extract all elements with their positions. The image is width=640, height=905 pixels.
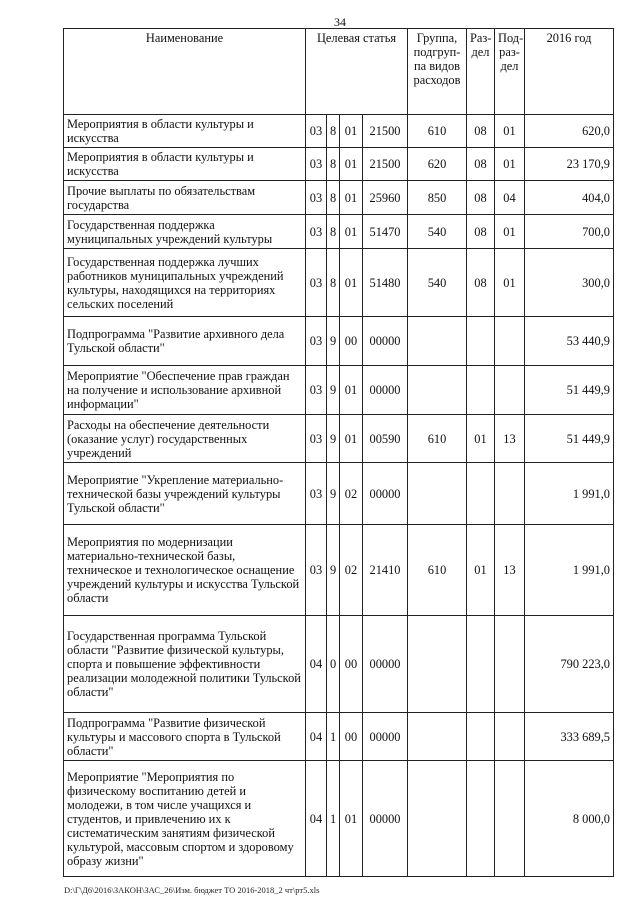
subsection-code: 01	[495, 215, 525, 249]
target-code-1: 03	[306, 148, 327, 181]
subsection-code: 01	[495, 249, 525, 317]
subsection-code	[495, 761, 525, 877]
amount-2016: 23 170,9	[525, 148, 614, 181]
amount-2016: 620,0	[525, 115, 614, 148]
amount-2016: 1 991,0	[525, 525, 614, 616]
target-code-2: 8	[327, 115, 340, 148]
header-subsection-line: Под-	[498, 31, 524, 45]
expense-group: 540	[408, 215, 467, 249]
target-code-4: 25960	[363, 181, 408, 215]
header-year: 2016 год	[525, 29, 614, 115]
amount-2016: 51 449,9	[525, 415, 614, 463]
target-code-1: 03	[306, 317, 327, 366]
header-section-line: Раз-	[470, 31, 492, 45]
row-name: Мероприятия по модернизации материально-технической базы, техническое и технологическое оснащение учреждений культуры и искусства Тульской области	[64, 525, 306, 616]
page-number: 34	[334, 15, 346, 29]
expense-group	[408, 463, 467, 525]
header-group-line: па видов	[413, 59, 461, 73]
row-name: Прочие выплаты по обязательствам государства	[64, 181, 306, 215]
amount-2016: 300,0	[525, 249, 614, 317]
row-name: Мероприятие "Обеспечение прав граждан на получение и использование архивной информации"	[64, 366, 306, 415]
section-code: 08	[467, 181, 495, 215]
section-code: 08	[467, 249, 495, 317]
section-code	[467, 616, 495, 713]
table-row	[64, 317, 614, 366]
row-name: Расходы на обеспечение деятельности (оказание услуг) государственных учреждений	[64, 415, 306, 463]
header-section	[467, 29, 495, 115]
target-code-3: 01	[340, 249, 363, 317]
table-row	[64, 463, 614, 525]
table-row	[64, 249, 614, 317]
row-name: Мероприятия в области культуры и искусства	[64, 115, 306, 148]
subsection-code: 13	[495, 525, 525, 616]
target-code-1: 03	[306, 463, 327, 525]
target-code-2: 8	[327, 249, 340, 317]
subsection-code	[495, 366, 525, 415]
section-code	[467, 463, 495, 525]
target-code-1: 03	[306, 366, 327, 415]
table-row	[64, 215, 614, 249]
target-code-3: 01	[340, 366, 363, 415]
target-code-4: 00000	[363, 761, 408, 877]
target-code-1: 03	[306, 415, 327, 463]
target-code-2: 9	[327, 415, 340, 463]
target-code-4: 00000	[363, 317, 408, 366]
expense-group: 610	[408, 115, 467, 148]
amount-2016: 404,0	[525, 181, 614, 215]
table-row	[64, 525, 614, 616]
section-code: 01	[467, 525, 495, 616]
section-code	[467, 713, 495, 761]
section-code	[467, 761, 495, 877]
subsection-code	[495, 616, 525, 713]
row-name: Подпрограмма "Развитие архивного дела Тульской области"	[64, 317, 306, 366]
expense-group: 540	[408, 249, 467, 317]
target-code-2: 9	[327, 317, 340, 366]
amount-2016: 700,0	[525, 215, 614, 249]
target-code-1: 04	[306, 713, 327, 761]
target-code-4: 21410	[363, 525, 408, 616]
row-name: Государственная поддержка лучших работников муниципальных учреждений культуры, находящихся на территориях сельских поселений	[64, 249, 306, 317]
table-row	[64, 713, 614, 761]
header-expense-group	[408, 29, 467, 115]
table-row	[64, 148, 614, 181]
target-code-2: 8	[327, 181, 340, 215]
subsection-code: 01	[495, 115, 525, 148]
target-code-1: 04	[306, 761, 327, 877]
amount-2016: 333 689,5	[525, 713, 614, 761]
table-row	[64, 366, 614, 415]
header-section-line: дел	[471, 45, 490, 59]
header-subsection-line: раз-	[499, 45, 520, 59]
row-name: Государственная программа Тульской области "Развитие физической культуры, спорта и повышение эффективности реализации молодежной политики Тульской области"	[64, 616, 306, 713]
row-name: Мероприятия в области культуры и искусства	[64, 148, 306, 181]
section-code: 08	[467, 115, 495, 148]
target-code-4: 00000	[363, 616, 408, 713]
target-code-2: 9	[327, 463, 340, 525]
target-code-1: 03	[306, 249, 327, 317]
target-code-4: 00000	[363, 713, 408, 761]
expense-group	[408, 713, 467, 761]
header-group-line: расходов	[413, 73, 461, 87]
header-target-item: Целевая статья	[306, 29, 408, 115]
amount-2016: 8 000,0	[525, 761, 614, 877]
section-code	[467, 317, 495, 366]
amount-2016: 51 449,9	[525, 366, 614, 415]
target-code-2: 1	[327, 761, 340, 877]
target-code-3: 02	[340, 463, 363, 525]
header-name: Наименование	[64, 29, 306, 115]
section-code	[467, 366, 495, 415]
header-subsection-line: дел	[500, 59, 519, 73]
table-row	[64, 181, 614, 215]
row-name: Подпрограмма "Развитие физической культуры и массового спорта в Тульской области"	[64, 713, 306, 761]
budget-table	[63, 28, 614, 877]
section-code: 08	[467, 215, 495, 249]
target-code-4: 21500	[363, 148, 408, 181]
target-code-4: 21500	[363, 115, 408, 148]
target-code-1: 03	[306, 215, 327, 249]
target-code-2: 1	[327, 713, 340, 761]
target-code-1: 03	[306, 115, 327, 148]
target-code-3: 01	[340, 115, 363, 148]
target-code-4: 00000	[363, 463, 408, 525]
target-code-2: 0	[327, 616, 340, 713]
target-code-3: 00	[340, 713, 363, 761]
header-group-line: Группа,	[416, 31, 458, 45]
target-code-4: 00000	[363, 366, 408, 415]
header-subsection	[495, 29, 525, 115]
table-row	[64, 415, 614, 463]
amount-2016: 1 991,0	[525, 463, 614, 525]
expense-group	[408, 761, 467, 877]
section-code: 08	[467, 148, 495, 181]
target-code-2: 9	[327, 525, 340, 616]
subsection-code: 13	[495, 415, 525, 463]
target-code-2: 8	[327, 215, 340, 249]
target-code-3: 01	[340, 415, 363, 463]
target-code-3: 01	[340, 181, 363, 215]
subsection-code: 01	[495, 148, 525, 181]
row-name: Мероприятие "Укрепление материально-технической базы учреждений культуры Тульской области"	[64, 463, 306, 525]
target-code-1: 03	[306, 181, 327, 215]
section-code: 01	[467, 415, 495, 463]
target-code-4: 51470	[363, 215, 408, 249]
expense-group: 850	[408, 181, 467, 215]
expense-group: 620	[408, 148, 467, 181]
expense-group: 610	[408, 415, 467, 463]
target-code-2: 8	[327, 148, 340, 181]
target-code-2: 9	[327, 366, 340, 415]
table-row	[64, 616, 614, 713]
table-row	[64, 115, 614, 148]
amount-2016: 53 440,9	[525, 317, 614, 366]
target-code-3: 01	[340, 148, 363, 181]
target-code-1: 03	[306, 525, 327, 616]
amount-2016: 790 223,0	[525, 616, 614, 713]
subsection-code: 04	[495, 181, 525, 215]
row-name: Мероприятие "Мероприятия по физическому воспитанию детей и молодежи, в том числе учащихся и студентов, и привлечению их к систематическим занятиям физической культурой, массовым спортом и здоровому образу жизни"	[64, 761, 306, 877]
header-group-line: подгруп-	[413, 45, 461, 59]
target-code-3: 01	[340, 215, 363, 249]
target-code-1: 04	[306, 616, 327, 713]
file-path-footer: D:\Г\Д6\2016\ЗАКОН\ЗАС_26\Изм. бюджет ТО 2016-2018_2 чт\рт5.xls	[64, 885, 320, 895]
subsection-code	[495, 463, 525, 525]
target-code-4: 00590	[363, 415, 408, 463]
target-code-3: 02	[340, 525, 363, 616]
target-code-4: 51480	[363, 249, 408, 317]
subsection-code	[495, 713, 525, 761]
expense-group: 610	[408, 525, 467, 616]
target-code-3: 00	[340, 616, 363, 713]
row-name: Государственная поддержка муниципальных учреждений культуры	[64, 215, 306, 249]
target-code-3: 01	[340, 761, 363, 877]
target-code-3: 00	[340, 317, 363, 366]
expense-group	[408, 317, 467, 366]
table-row	[64, 761, 614, 877]
subsection-code	[495, 317, 525, 366]
header-row	[64, 29, 614, 115]
expense-group	[408, 366, 467, 415]
expense-group	[408, 616, 467, 713]
